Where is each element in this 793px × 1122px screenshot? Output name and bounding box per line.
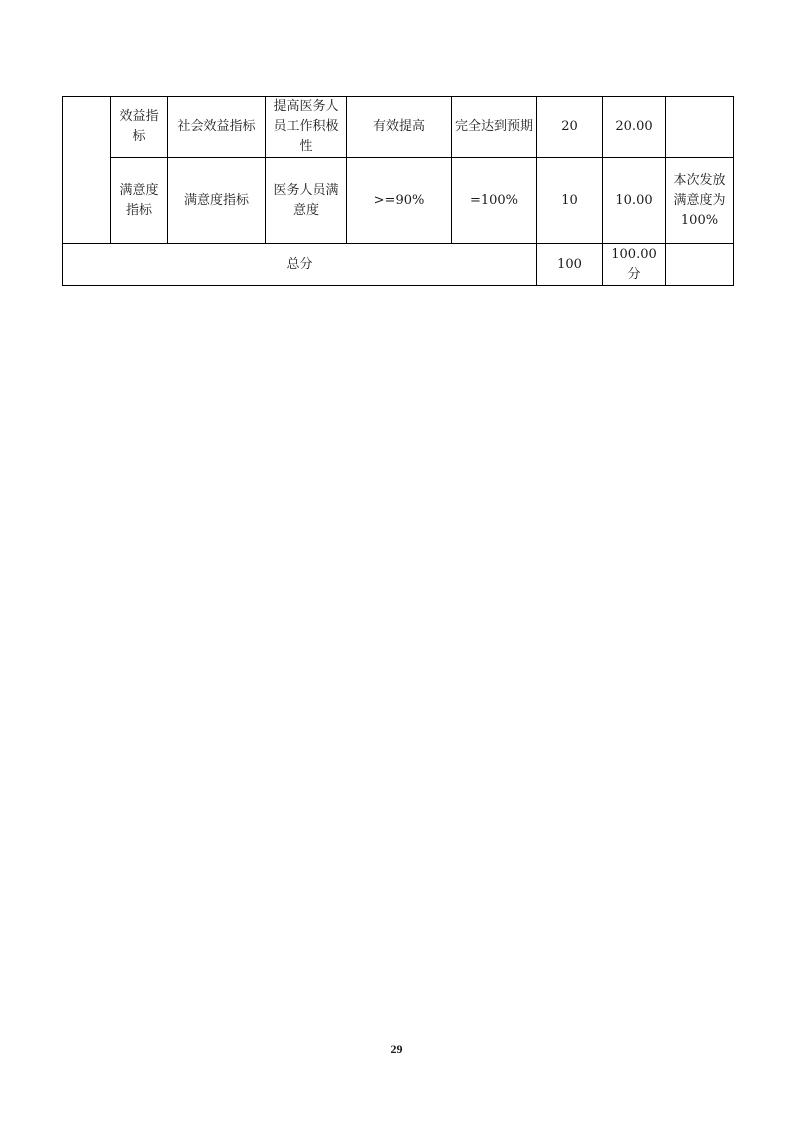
cell-target-value: 有效提高 <box>372 119 425 134</box>
cell-actual-value: 完全达到预期 <box>455 119 534 134</box>
cell-weight: 10 <box>561 192 578 208</box>
performance-table <box>62 96 734 286</box>
cell-score: 10.00 <box>615 192 653 208</box>
cell-level1-indicator: 效益指标 <box>119 109 159 144</box>
cell-level2-indicator: 社会效益指标 <box>177 119 256 134</box>
cell-note <box>666 97 733 157</box>
cell-level3-indicator: 医务人员满意度 <box>273 182 339 218</box>
cell-note: 本次发放满意度为100% <box>673 172 726 228</box>
cell-level2-indicator: 满意度指标 <box>183 192 249 208</box>
cell-actual-value: =100% <box>469 192 519 208</box>
cell-weight: 20 <box>561 119 578 134</box>
cell-level3-indicator: 提高医务人员工作积极性 <box>273 99 339 154</box>
total-score: 100.00分 <box>611 246 657 282</box>
page-number: 29 <box>390 1042 403 1056</box>
cell-level1-indicator: 满意度指标 <box>119 182 159 218</box>
total-label: 总分 <box>286 256 313 272</box>
total-weight: 100 <box>557 256 582 272</box>
cell-score: 20.00 <box>615 119 653 134</box>
cell-target-value: >=90% <box>373 192 425 208</box>
table-border-bottom <box>62 285 734 286</box>
total-note <box>666 244 733 285</box>
table-border-right <box>733 96 734 286</box>
